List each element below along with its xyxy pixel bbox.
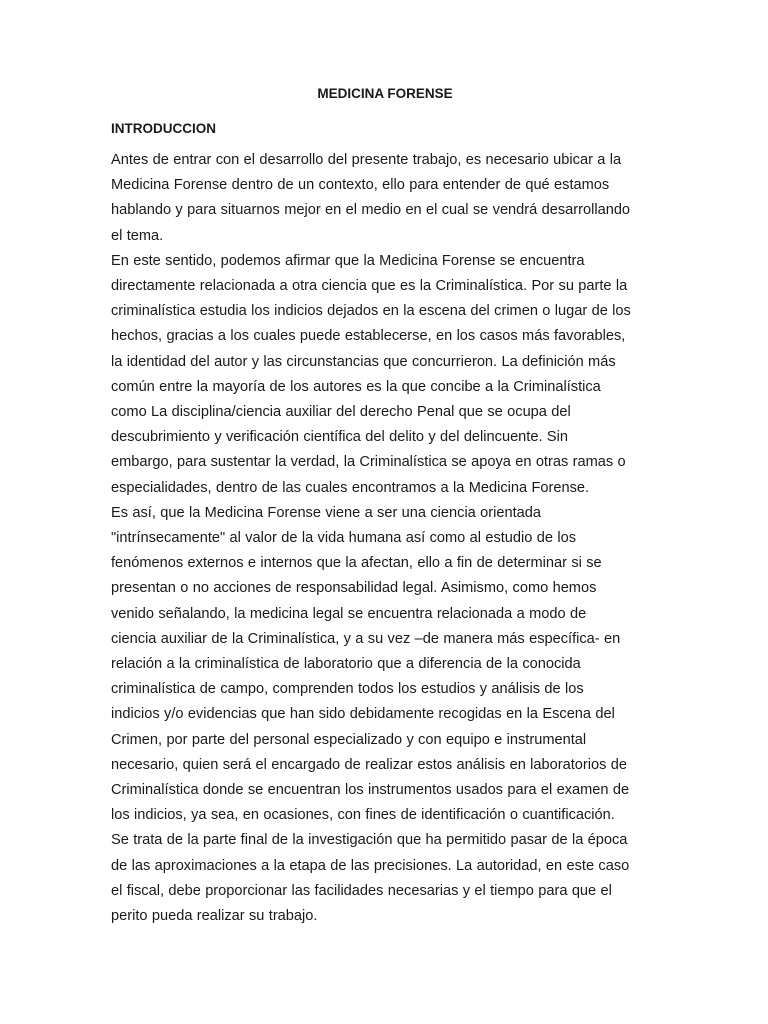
paragraph-line: como La disciplina/ciencia auxiliar del derecho Penal que se ocupa del [111, 404, 571, 421]
paragraph-line: Antes de entrar con el desarrollo del presente trabajo, es necesario ubicar a la [111, 152, 622, 168]
paragraph-line: relación a la criminalística de laboratorio que a diferencia de la conocida [111, 656, 581, 673]
paragraph-line: el fiscal, debe proporcionar las facilidades necesarias y el tiempo para que el [111, 882, 612, 899]
paragraph-line: el tema. [111, 227, 164, 244]
document-title: MEDICINA FORENSE [317, 86, 453, 101]
paragraph-line: necesario, quien será el encargado de realizar estos análisis en laboratorios de [111, 756, 628, 773]
paragraph-line: "intrínsecamente" al valor de la vida humana así como al estudio de los [111, 530, 576, 547]
paragraph-line: presentan o no acciones de responsabilidad legal. Asimismo, como hemos [111, 580, 597, 597]
paragraph [111, 249, 659, 501]
paragraph-line: de las aproximaciones a la etapa de las precisiones. La autoridad, en este caso [111, 857, 630, 874]
paragraph-line: criminalística de campo, comprenden todos los estudios y análisis de los [111, 681, 584, 698]
paragraph-line: Se trata de la parte final de la investigación que ha permitido pasar de la época [111, 832, 628, 849]
paragraph-line: Medicina Forense dentro de un contexto, ello para entender de qué estamos [111, 177, 610, 194]
paragraph-line: especialidades, dentro de las cuales encontramos a la Medicina Forense. [111, 479, 590, 496]
section-heading: INTRODUCCION [111, 121, 216, 136]
paragraph-line: perito pueda realizar su trabajo. [111, 908, 318, 925]
paragraph-line: fenómenos externos e internos que la afectan, ello a fin de determinar si se [111, 555, 602, 572]
paragraph-line: criminalística estudia los indicios dejados en la escena del crimen o lugar de los [111, 303, 631, 320]
paragraph-line: embargo, para sustentar la verdad, la Criminalística se apoya en otras ramas o [111, 454, 626, 471]
paragraph-line: descubrimiento y verificación científica del delito y del delincuente. Sin [111, 429, 568, 446]
paragraph-line: ciencia auxiliar de la Criminalística, y a su vez –de manera más específica- en [111, 630, 621, 647]
paragraph-line: directamente relacionada a otra ciencia que es la Criminalística. Por su parte la [111, 278, 628, 295]
paragraph-line: los indicios, ya sea, en ocasiones, con fines de identificación o cuantificación. [111, 807, 615, 824]
paragraph-line: Es así, que la Medicina Forense viene a ser una ciencia orientada [111, 504, 542, 521]
paragraph-line: común entre la mayoría de los autores es la que concibe a la Criminalística [111, 378, 601, 395]
paragraph-line: hablando y para situarnos mejor en el medio en el cual se vendrá desarrollando [111, 202, 631, 219]
paragraph-list [111, 148, 659, 929]
document-body [111, 81, 659, 929]
paragraph-line: Criminalística donde se encuentran los instrumentos usados para el examen de [111, 782, 630, 799]
paragraph-line: la identidad del autor y las circunstancias que concurrieron. La definición más [111, 353, 616, 370]
paragraph [111, 148, 659, 249]
paragraph-line: indicios y/o evidencias que han sido debidamente recogidas en la Escena del [111, 706, 615, 723]
paragraph-line: Crimen, por parte del personal especializado y con equipo e instrumental [111, 731, 587, 748]
paragraph [111, 501, 659, 829]
paragraph-line: venido señalando, la medicina legal se encuentra relacionada a modo de [111, 605, 587, 622]
paragraph-line: hechos, gracias a los cuales puede establecerse, en los casos más favorables, [111, 328, 626, 345]
paragraph-line: En este sentido, podemos afirmar que la Medicina Forense se encuentra [111, 252, 585, 269]
paragraph [111, 828, 659, 929]
